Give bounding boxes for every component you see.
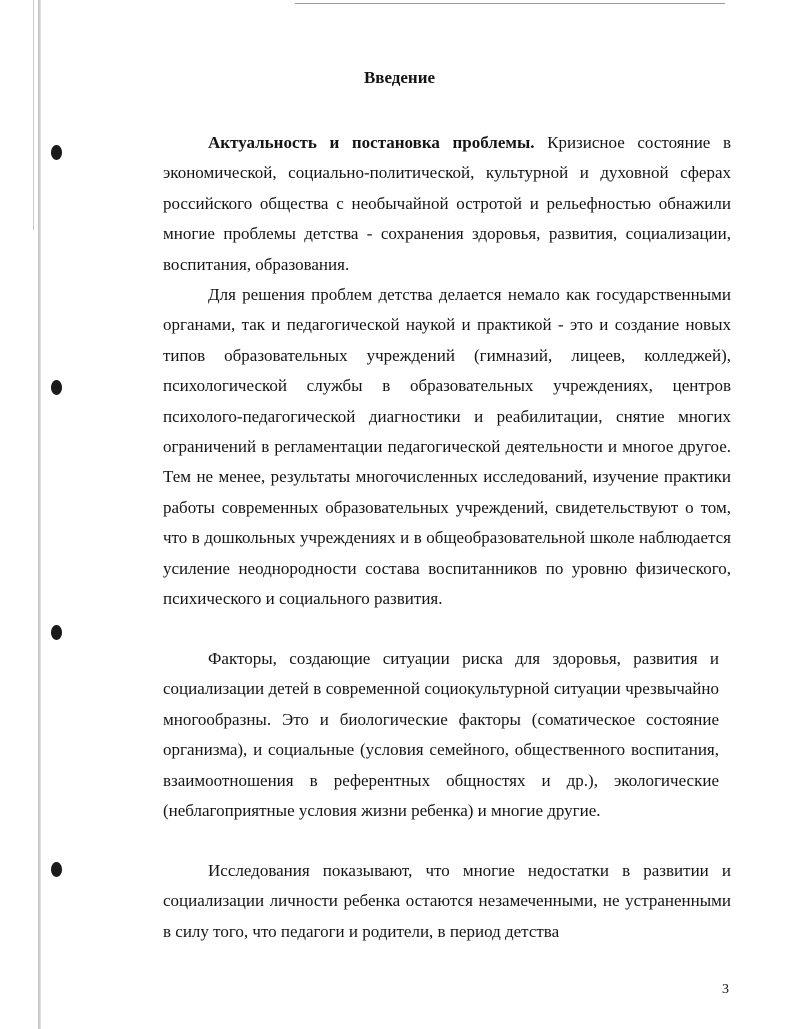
paragraph [163, 128, 731, 280]
paragraph-text: Исследования показывают, что многие недостатки в развитии и социализации личности ребенка остаются незамеченными, не устраненными в силу того, что педагоги и родители, в период детства [163, 861, 731, 941]
page-number: 3 [722, 982, 729, 997]
punch-hole [51, 145, 62, 160]
punch-hole [51, 625, 62, 640]
paragraph-text: Факторы, создающие ситуации риска для здоровья, развития и социализации детей в современной социокультурной ситуации чрезвычайно многообразны. Это и биологические факторы (соматическое состояние организма), и социальные (условия семейного, общественного воспитания, взаимоотношения в референтных общностях и др.), экологические (неблагоприятные условия жизни ребенка) и многие другие. [163, 649, 719, 821]
paragraph-lead: Актуальность и постановка проблемы. [208, 133, 535, 152]
paragraph [163, 644, 719, 826]
scan-artifact-line [295, 3, 725, 4]
page-title: Введение [363, 68, 436, 87]
paragraph-text: Кризисное состояние в экономической, социально-политической, культурной и духовной сферах российского общества с необычайной остротой и рельефностью обнажили многие проблемы детства - сохранения здоровья, развития, социализации, воспитания, образования. [163, 133, 731, 274]
paragraph-text: Для решения проблем детства делается немало как государственными органами, так и педагогической наукой и практикой - это и создание новых типов образовательных учреждений (гимназий, лицеев, колледжей), психологической службы в образовательных учреждениях, центров психолого-педагогической диагностики и реабилитации, снятие многих ограничений в регламентации педагогической деятельности и многое другое. Тем не менее, результаты многочисленных исследований, изучение практики работы современных образовательных учреждений, свидетельствуют о том, что в дошкольных учреждениях и в общеобразовательной школе наблюдается усиление неоднородности состава воспитанников по уровню физического, психического и социального развития. [163, 285, 731, 609]
binding-edge [38, 0, 41, 1029]
binding-edge-shadow [33, 0, 34, 230]
punch-hole [51, 380, 62, 395]
paragraph [163, 856, 731, 947]
punch-hole [51, 862, 62, 877]
paragraph [163, 280, 731, 614]
